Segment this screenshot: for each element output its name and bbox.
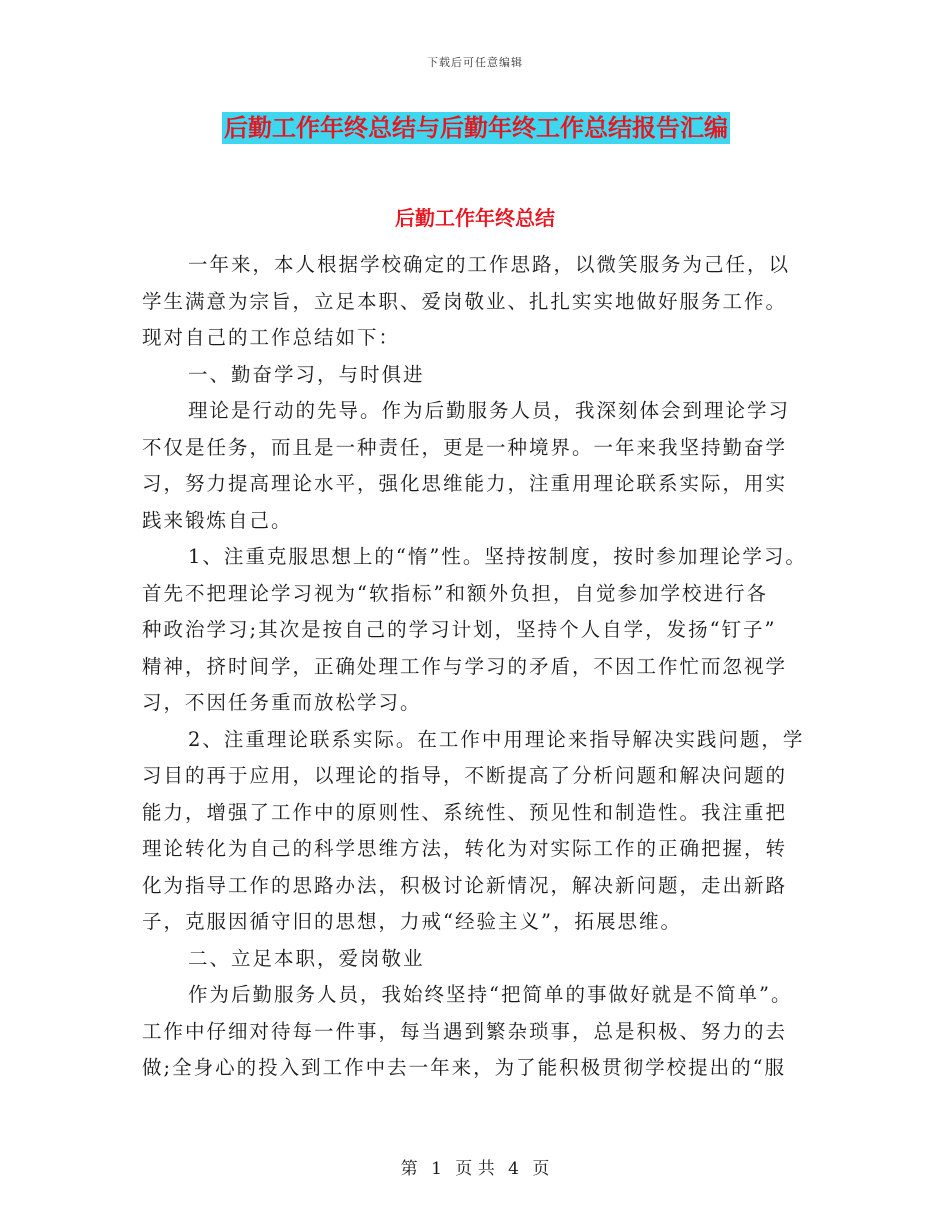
- text-line: 学生满意为宗旨，立足本职、爱岗敬业、扎扎实实地做好服务工作。: [142, 289, 788, 313]
- text-line: 种政治学习;其次是按自己的学习计划，坚持个人自学，发扬“钉子”: [142, 618, 777, 641]
- text-line: 1、注重克服思想上的“惰”性。坚持按制度，按时参加理论学习。: [188, 545, 807, 568]
- text-line: 现对自己的工作总结如下：: [142, 326, 401, 349]
- text-line: 工作中仔细对待每一件事，每当遇到繁杂琐事，总是积极、努力的去: [142, 1019, 788, 1043]
- text-line: 习，努力提高理论水平，强化思维能力，注重用理论联系实际，用实: [142, 472, 788, 495]
- text-line: 习目的再于应用，以理论的指导，不断提高了分析问题和解决问题的: [142, 764, 788, 787]
- text-line: 二、立足本职，爱岗敬业: [188, 946, 425, 970]
- text-line: 不仅是任务，而且是一种责任，更是一种境界。一年来我坚持勤奋学: [142, 435, 788, 459]
- page-footer: [0, 1154, 950, 1179]
- document-title: 后勤工作年终总结与后勤年终工作总结报告汇编: [224, 114, 728, 142]
- text-line: 2、注重理论联系实际。在工作中用理论来指导解决实践问题，学: [188, 727, 805, 751]
- text-line: 能力，增强了工作中的原则性、系统性、预见性和制造性。我注重把: [142, 800, 788, 824]
- text-line: 践来锻炼自己。: [142, 508, 293, 532]
- footer-prefix: 第: [400, 1159, 418, 1179]
- current-page-number: 1: [431, 1159, 442, 1179]
- document-body: [142, 247, 832, 1087]
- header-note: 下载后可任意编辑: [427, 56, 523, 69]
- footer-suffix: 页: [532, 1159, 550, 1179]
- text-line: 化为指导工作的思路办法，积极讨论新情况，解决新问题，走出新路: [142, 873, 788, 897]
- text-line: 理论转化为自己的科学思维方法，转化为对实际工作的正确把握，转: [142, 837, 788, 860]
- text-line: 做;全身心的投入到工作中去一年来，为了能积极贯彻学校提出的“服: [142, 1056, 787, 1079]
- text-line: 一年来，本人根据学校确定的工作思路，以微笑服务为己任，以: [188, 253, 791, 276]
- total-page-count: 4: [508, 1159, 519, 1179]
- text-line: 理论是行动的先导。作为后勤服务人员，我深刻体会到理论学习: [188, 399, 791, 422]
- footer-middle: 页 共: [455, 1159, 495, 1179]
- text-line: 作为后勤服务人员，我始终坚持“把简单的事做好就是不简单”。: [188, 983, 793, 1006]
- text-line: 一、勤奋学习，与时俱进: [188, 362, 425, 386]
- text-line: 精神，挤时间学，正确处理工作与学习的矛盾，不因工作忙而忽视学: [142, 654, 788, 678]
- text-line: 子，克服因循守旧的思想，力戒“经验主义”，拓展思维。: [142, 910, 682, 933]
- text-line: 首先不把理论学习视为“软指标”和额外负担，自觉参加学校进行各: [142, 581, 768, 605]
- section-title: 后勤工作年终总结: [395, 206, 555, 230]
- text-line: 习，不因任务重而放松学习。: [142, 691, 422, 714]
